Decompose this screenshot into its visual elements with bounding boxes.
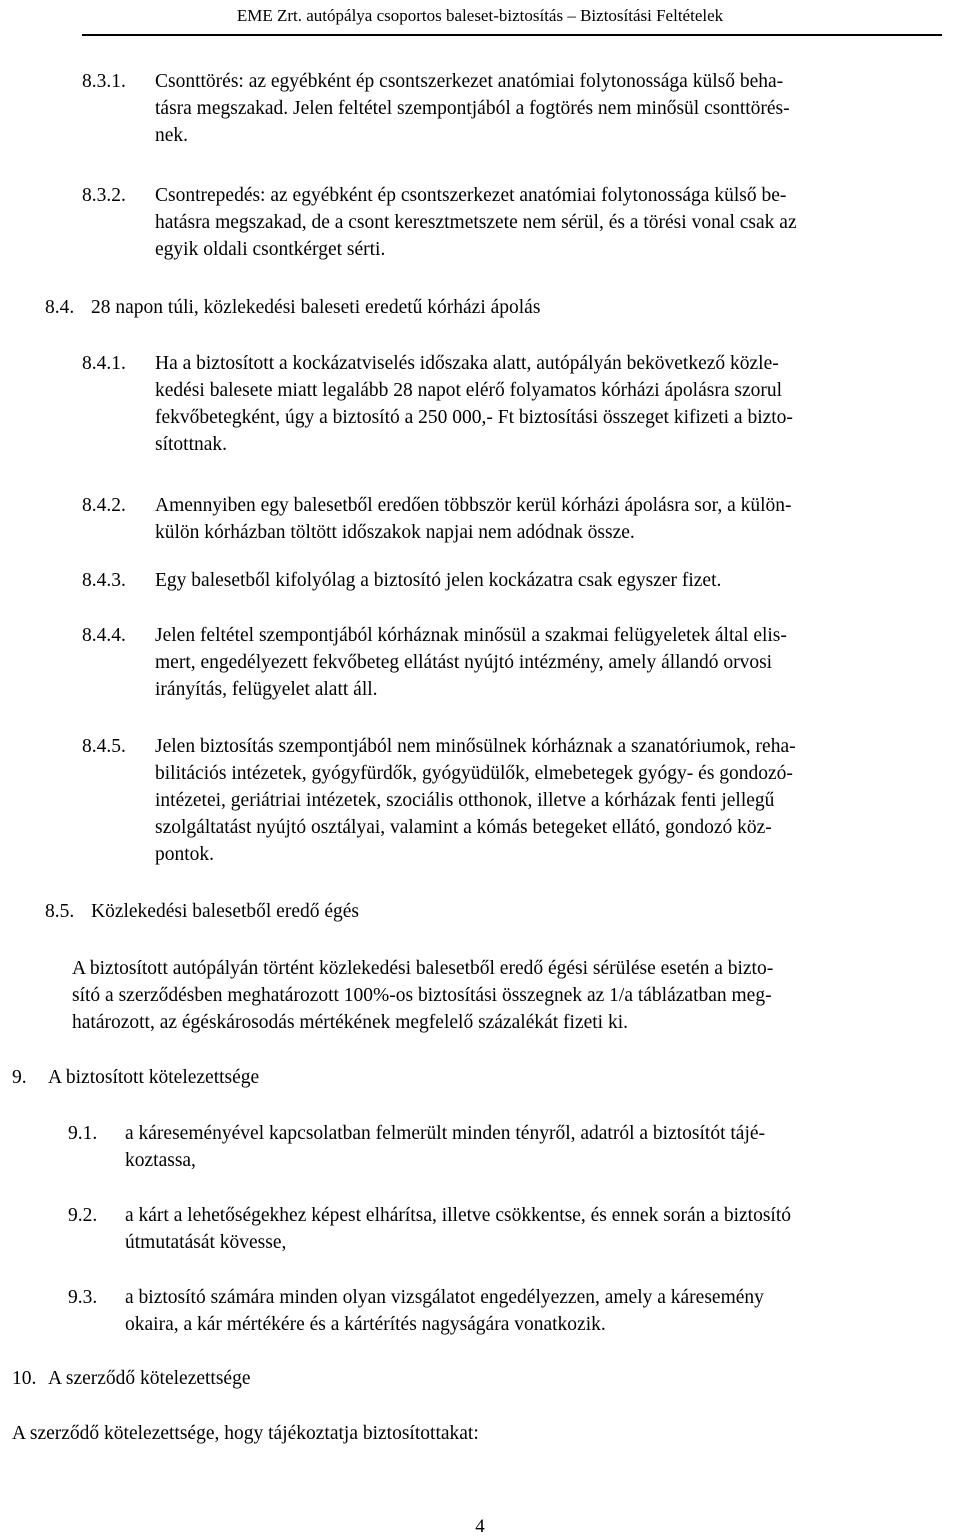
section-text [48, 1365, 251, 1392]
text-line: intézetei, geriátriai intézetek, szociális otthonok, illetve a kórházak fenti jellegű [155, 790, 775, 811]
section-number: 9.2. [68, 1205, 98, 1226]
section-text [155, 68, 790, 149]
section-number: 9.1. [68, 1123, 98, 1144]
text-line: 28 napon túli, közlekedési baleseti eredetű kórházi ápolás [91, 297, 541, 318]
text-line: Csontrepedés: az egyébként ép csontszerkezet anatómiai folytonossága külső be- [155, 185, 787, 206]
section-text [91, 898, 359, 925]
section-text [12, 1420, 479, 1447]
text-line: Jelen feltétel szempontjából kórháznak minősül a szakmai felügyeletek által elis- [155, 625, 787, 646]
text-line: A biztosított autópályán történt közlekedési balesetből eredő égési sérülése esetén a bizto- [72, 958, 774, 979]
header-divider [82, 34, 942, 36]
text-line: pontok. [155, 844, 215, 865]
text-line: irányítás, felügyelet alatt áll. [155, 679, 378, 700]
section-number: 8.4. [45, 297, 75, 318]
text-line: a káreseményével kapcsolatban felmerült minden tényről, adatról a biztosítót tájé- [125, 1123, 766, 1144]
section-text [125, 1120, 765, 1174]
section-text [155, 567, 721, 594]
text-line: a biztosító számára minden olyan vizsgálatot engedélyezzen, amely a káresemény [125, 1287, 764, 1308]
section-text [155, 182, 797, 263]
text-line: Közlekedési balesetből eredő égés [91, 901, 360, 922]
text-line: A szerződő kötelezettsége [48, 1368, 251, 1389]
text-line: A biztosított kötelezettsége [48, 1067, 260, 1088]
text-line: Egy balesetből kifolyólag a biztosító jelen kockázatra csak egyszer fizet. [155, 570, 722, 591]
section-number: 8.5. [45, 901, 75, 922]
text-line: Ha a biztosított a kockázatviselés időszaka alatt, autópályán bekövetkező közle- [155, 353, 779, 374]
section-text [91, 294, 540, 321]
section-text [48, 1064, 259, 1091]
text-line: útmutatását kövesse, [125, 1232, 287, 1253]
section-text [155, 350, 793, 458]
section-number: 10. [12, 1368, 37, 1389]
text-line: Jelen biztosítás szempontjából nem minősülnek kórháznak a szanatóriumok, reha- [155, 736, 796, 757]
text-line: határozott, az égéskárosodás mértékének megfelelő százalékát fizeti ki. [72, 1012, 629, 1033]
section-number: 8.3.1. [82, 71, 126, 92]
text-line: szolgáltatást nyújtó osztályai, valamint a kómás betegeket ellátó, gondozó köz- [155, 817, 772, 838]
text-line: sítottnak. [155, 434, 228, 455]
text-line: kedési balesete miatt legalább 28 napot elérő folyamatos kórházi ápolásra szorul [155, 380, 783, 401]
text-line: mert, engedélyezett fekvőbeteg ellátást nyújtó intézmény, amely állandó orvosi [155, 652, 773, 673]
text-line: tásra megszakad. Jelen feltétel szempontjából a fogtörés nem minősül csonttörés- [155, 98, 790, 119]
text-line: Csonttörés: az egyébként ép csontszerkezet anatómiai folytonossága külső beha- [155, 71, 784, 92]
section-number: 8.4.1. [82, 353, 126, 374]
section-number: 8.3.2. [82, 185, 126, 206]
section-text [155, 492, 792, 546]
text-line: nek. [155, 125, 189, 146]
section-number: 9.3. [68, 1287, 98, 1308]
section-text [72, 955, 773, 1036]
text-line: egyik oldali csontkérget sérti. [155, 239, 386, 260]
section-number: 8.4.5. [82, 736, 126, 757]
section-text [125, 1284, 764, 1338]
section-number: 8.4.3. [82, 570, 126, 591]
text-line: fekvőbetegként, úgy a biztosító a 250 000,- Ft biztosítási összeget kifizeti a bizto- [155, 407, 793, 428]
section-text [155, 733, 796, 868]
text-line: külön kórházban töltött időszakok napjai nem adódnak össze. [155, 522, 635, 543]
text-line: hatásra megszakad, de a csont keresztmetszete nem sérül, és a törési vonal csak az [155, 212, 797, 233]
text-line: A szerződő kötelezettsége, hogy tájékoztatja biztosítottakat: [12, 1423, 479, 1444]
text-line: sító a szerződésben meghatározott 100%-os biztosítási összegnek az 1/a táblázatban meg- [72, 985, 772, 1006]
section-number: 9. [12, 1067, 27, 1088]
text-line: a kárt a lehetőségekhez képest elhárítsa, illetve csökkentse, és ennek során a biztosító [125, 1205, 791, 1226]
text-line: koztassa, [125, 1150, 196, 1171]
section-text [125, 1202, 791, 1256]
page-number: 4 [475, 1516, 485, 1537]
page-header: EME Zrt. autópálya csoportos baleset-biztosítás – Biztosítási Feltételek [236, 6, 724, 25]
text-line: Amennyiben egy balesetből eredően többször kerül kórházi ápolásra sor, a külön- [155, 495, 792, 516]
section-number: 8.4.4. [82, 625, 126, 646]
text-line: bilitációs intézetek, gyógyfürdők, gyógyüdülők, elmebetegek gyógy- és gondozó- [155, 763, 793, 784]
text-line: okaira, a kár mértékére és a kártérítés nagyságára vonatkozik. [125, 1314, 606, 1335]
section-number: 8.4.2. [82, 495, 126, 516]
section-text [155, 622, 787, 703]
